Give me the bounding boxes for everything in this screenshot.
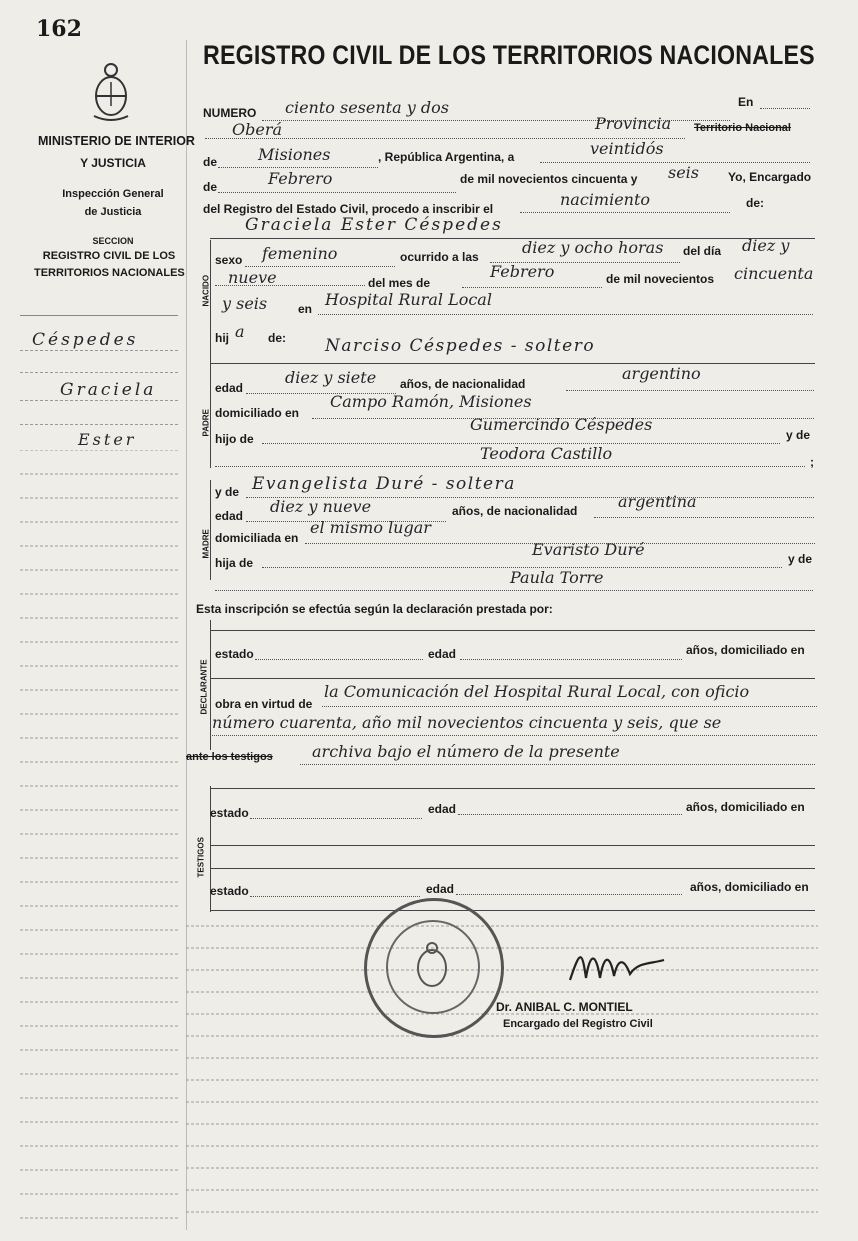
padre-tag: PADRE xyxy=(201,409,211,437)
father-mother: Teodora Castillo xyxy=(480,444,613,463)
month-value: Febrero xyxy=(268,169,333,188)
inscripcion-label: Esta inscripción se efectúa según la declaración prestada por: xyxy=(196,602,553,616)
century-label: de mil novecientos cincuenta y xyxy=(460,172,638,186)
territorio-label: Territorio Nacional xyxy=(694,122,791,134)
registry-label-2: TERRITORIOS NACIONALES xyxy=(34,267,185,279)
obra-label: obra en virtud de xyxy=(215,697,313,711)
en2-label: en xyxy=(298,302,313,316)
ministry-label: MINISTERIO DE INTERIOR xyxy=(38,134,195,148)
nacido-tag: NACIDO xyxy=(201,274,211,307)
mother-y-de-label: y de xyxy=(788,552,813,566)
registro-label: del Registro del Estado Civil, procedo a inscribir el xyxy=(203,202,494,216)
coat-of-arms-icon xyxy=(88,58,134,122)
margin-name-1: Graciela xyxy=(60,380,157,400)
declarante-edad-line xyxy=(460,659,682,660)
de-label: de xyxy=(203,155,218,169)
ocurrido-label: ocurrido a las xyxy=(400,250,479,264)
testigo1-name-line xyxy=(210,788,815,789)
mes-label: del mes de xyxy=(368,276,431,290)
father-edad-label: edad xyxy=(215,381,244,395)
birth-year-value-2: y seis xyxy=(222,294,268,313)
obra-value-1: la Comunicación del Hospital Rural Local, con oficio xyxy=(324,682,750,701)
provincia-value: Provincia xyxy=(595,114,672,133)
inspection-label: Inspección General xyxy=(62,188,164,200)
birth-year-value: cincuenta xyxy=(734,264,814,283)
hija-label: hija de xyxy=(215,556,254,570)
domiciliada-label: domiciliada en xyxy=(215,531,299,545)
document-title: REGISTRO CIVIL DE LOS TERRITORIOS NACIONALES xyxy=(203,40,815,70)
hour-value: diez y ocho horas xyxy=(522,238,664,257)
margin-name-2: Ester xyxy=(78,430,137,449)
testigo2-name-line xyxy=(210,868,815,869)
father-nat-line xyxy=(566,390,814,391)
day-value: veintidós xyxy=(590,139,664,158)
father-anos-nac-label: años, de nacionalidad xyxy=(400,377,526,391)
margin-rule xyxy=(20,350,178,351)
birth-place-line xyxy=(318,314,813,315)
child-name: Graciela Ester Céspedes xyxy=(245,215,503,235)
en-line xyxy=(760,108,810,109)
declarante-bracket xyxy=(210,620,211,750)
testigos-tag: TESTIGOS xyxy=(196,837,206,878)
father-name: Narciso Céspedes - soltero xyxy=(325,336,596,356)
testigo1-edad-line xyxy=(458,814,682,815)
testigo2-dom-line xyxy=(210,910,815,911)
mother-dom: el mismo lugar xyxy=(310,518,431,537)
margin-surname: Céspedes xyxy=(32,330,139,350)
mother-mother: Paula Torre xyxy=(510,568,604,587)
mother-anos-nac-label: años, de nacionalidad xyxy=(452,504,578,518)
father-father: Gumercindo Céspedes xyxy=(470,415,653,434)
testigo1-edad-label: edad xyxy=(428,802,457,816)
hijo-label: hijo de xyxy=(215,432,254,446)
folio-number: 162 xyxy=(36,16,82,42)
testigo2-estado-line xyxy=(250,896,420,897)
ministry-label-2: Y JUSTICIA xyxy=(80,156,146,170)
birth-day-line xyxy=(215,285,365,286)
declarante-anos-dom-label: años, domiciliado en xyxy=(686,643,805,657)
hij-label: hij xyxy=(215,331,229,345)
birth-day-value-2: nueve xyxy=(228,268,277,287)
mother-name: Evangelista Duré - soltera xyxy=(252,474,516,494)
y-de-label: y de xyxy=(215,485,240,499)
testigo2-edad-label: edad xyxy=(426,882,455,896)
declarante-edad-label: edad xyxy=(428,647,457,661)
hij-value: a xyxy=(235,322,245,341)
de2-label: de xyxy=(203,180,218,194)
child-name-line xyxy=(210,238,815,239)
act-line xyxy=(520,212,730,213)
birth-day-value: diez y xyxy=(742,236,790,255)
mother-father: Evaristo Duré xyxy=(532,540,645,559)
province-value: Misiones xyxy=(258,145,331,164)
numero-label: NUMERO xyxy=(203,106,257,120)
margin-rule xyxy=(20,372,178,373)
mother-nat-line xyxy=(594,517,814,518)
semicolon: ; xyxy=(810,455,814,469)
father-name-line xyxy=(210,363,815,364)
obra-line-3 xyxy=(300,764,815,765)
signature-role: Encargado del Registro Civil xyxy=(503,1018,653,1030)
place-value: Oberá xyxy=(232,120,283,139)
testigo2-estado-label: estado xyxy=(210,884,249,898)
registry-label: REGISTRO CIVIL DE LOS xyxy=(42,250,176,262)
de4-label: de: xyxy=(268,331,286,345)
mother-edad-label: edad xyxy=(215,509,244,523)
year-value: seis xyxy=(668,163,700,182)
father-mother-line xyxy=(215,466,805,467)
mother-nat: argentina xyxy=(618,492,697,511)
testigo1-estado-line xyxy=(250,818,422,819)
handwritten-signature xyxy=(560,940,670,990)
numero-value: ciento sesenta y dos xyxy=(285,98,449,117)
margin-rule xyxy=(20,400,178,401)
seal-emblem-icon xyxy=(410,940,454,992)
en-label: En xyxy=(738,95,754,109)
obra-value-3: archiva bajo el número de la presente xyxy=(312,742,620,761)
obra-line-2 xyxy=(210,735,817,736)
act-value: nacimiento xyxy=(560,190,651,209)
testigo1-anos-dom-label: años, domiciliado en xyxy=(686,800,805,814)
republica-label: , República Argentina, a xyxy=(378,150,515,164)
testigo1-estado-label: estado xyxy=(210,806,249,820)
mother-mother-line xyxy=(215,590,813,591)
testigos-label: ante los testigos xyxy=(186,751,273,763)
left-margin-rules xyxy=(20,450,180,1230)
father-age: diez y siete xyxy=(285,368,377,387)
yo-label: Yo, Encargado xyxy=(728,170,812,184)
declarante-estado-line xyxy=(255,659,423,660)
del-dia-label: del día xyxy=(683,244,722,258)
declarante-estado-label: estado xyxy=(215,647,254,661)
section-label: SECCION xyxy=(92,236,134,246)
testigo1-dom-line xyxy=(210,845,815,846)
inspection-label-2: de Justicia xyxy=(84,206,142,218)
father-dom: Campo Ramón, Misiones xyxy=(330,392,532,411)
birth-month-line xyxy=(462,287,602,288)
birth-month-value: Febrero xyxy=(490,262,555,281)
testigo2-anos-dom-label: años, domiciliado en xyxy=(690,880,809,894)
father-nat: argentino xyxy=(622,364,701,383)
month-line xyxy=(218,192,456,193)
declarante-dom-line xyxy=(210,678,815,679)
de3-label: de: xyxy=(746,196,764,210)
birth-place-value: Hospital Rural Local xyxy=(325,290,492,309)
sexo-label: sexo xyxy=(215,253,243,267)
signature-name: Dr. ANIBAL C. MONTIEL xyxy=(496,1000,633,1014)
mil-label: de mil novecientos xyxy=(606,272,715,286)
sexo-line xyxy=(245,266,395,267)
father-y-de-label: y de xyxy=(786,428,811,442)
obra-line-1 xyxy=(322,706,817,707)
obra-value-2: número cuarenta, año mil novecientos cincuenta y seis, que se xyxy=(212,713,722,732)
testigo2-edad-line xyxy=(456,894,682,895)
father-domiciliado-label: domiciliado en xyxy=(215,406,300,420)
margin-rule xyxy=(20,424,178,425)
madre-tag: MADRE xyxy=(201,529,211,559)
mother-age: diez y nueve xyxy=(270,497,372,516)
declarante-tag: DECLARANTE xyxy=(199,659,209,715)
margin-rule xyxy=(20,315,178,316)
declarante-name-line xyxy=(210,630,815,631)
province-line xyxy=(218,167,378,168)
sexo-value: femenino xyxy=(262,244,338,263)
lower-ruled-lines xyxy=(186,920,826,1230)
